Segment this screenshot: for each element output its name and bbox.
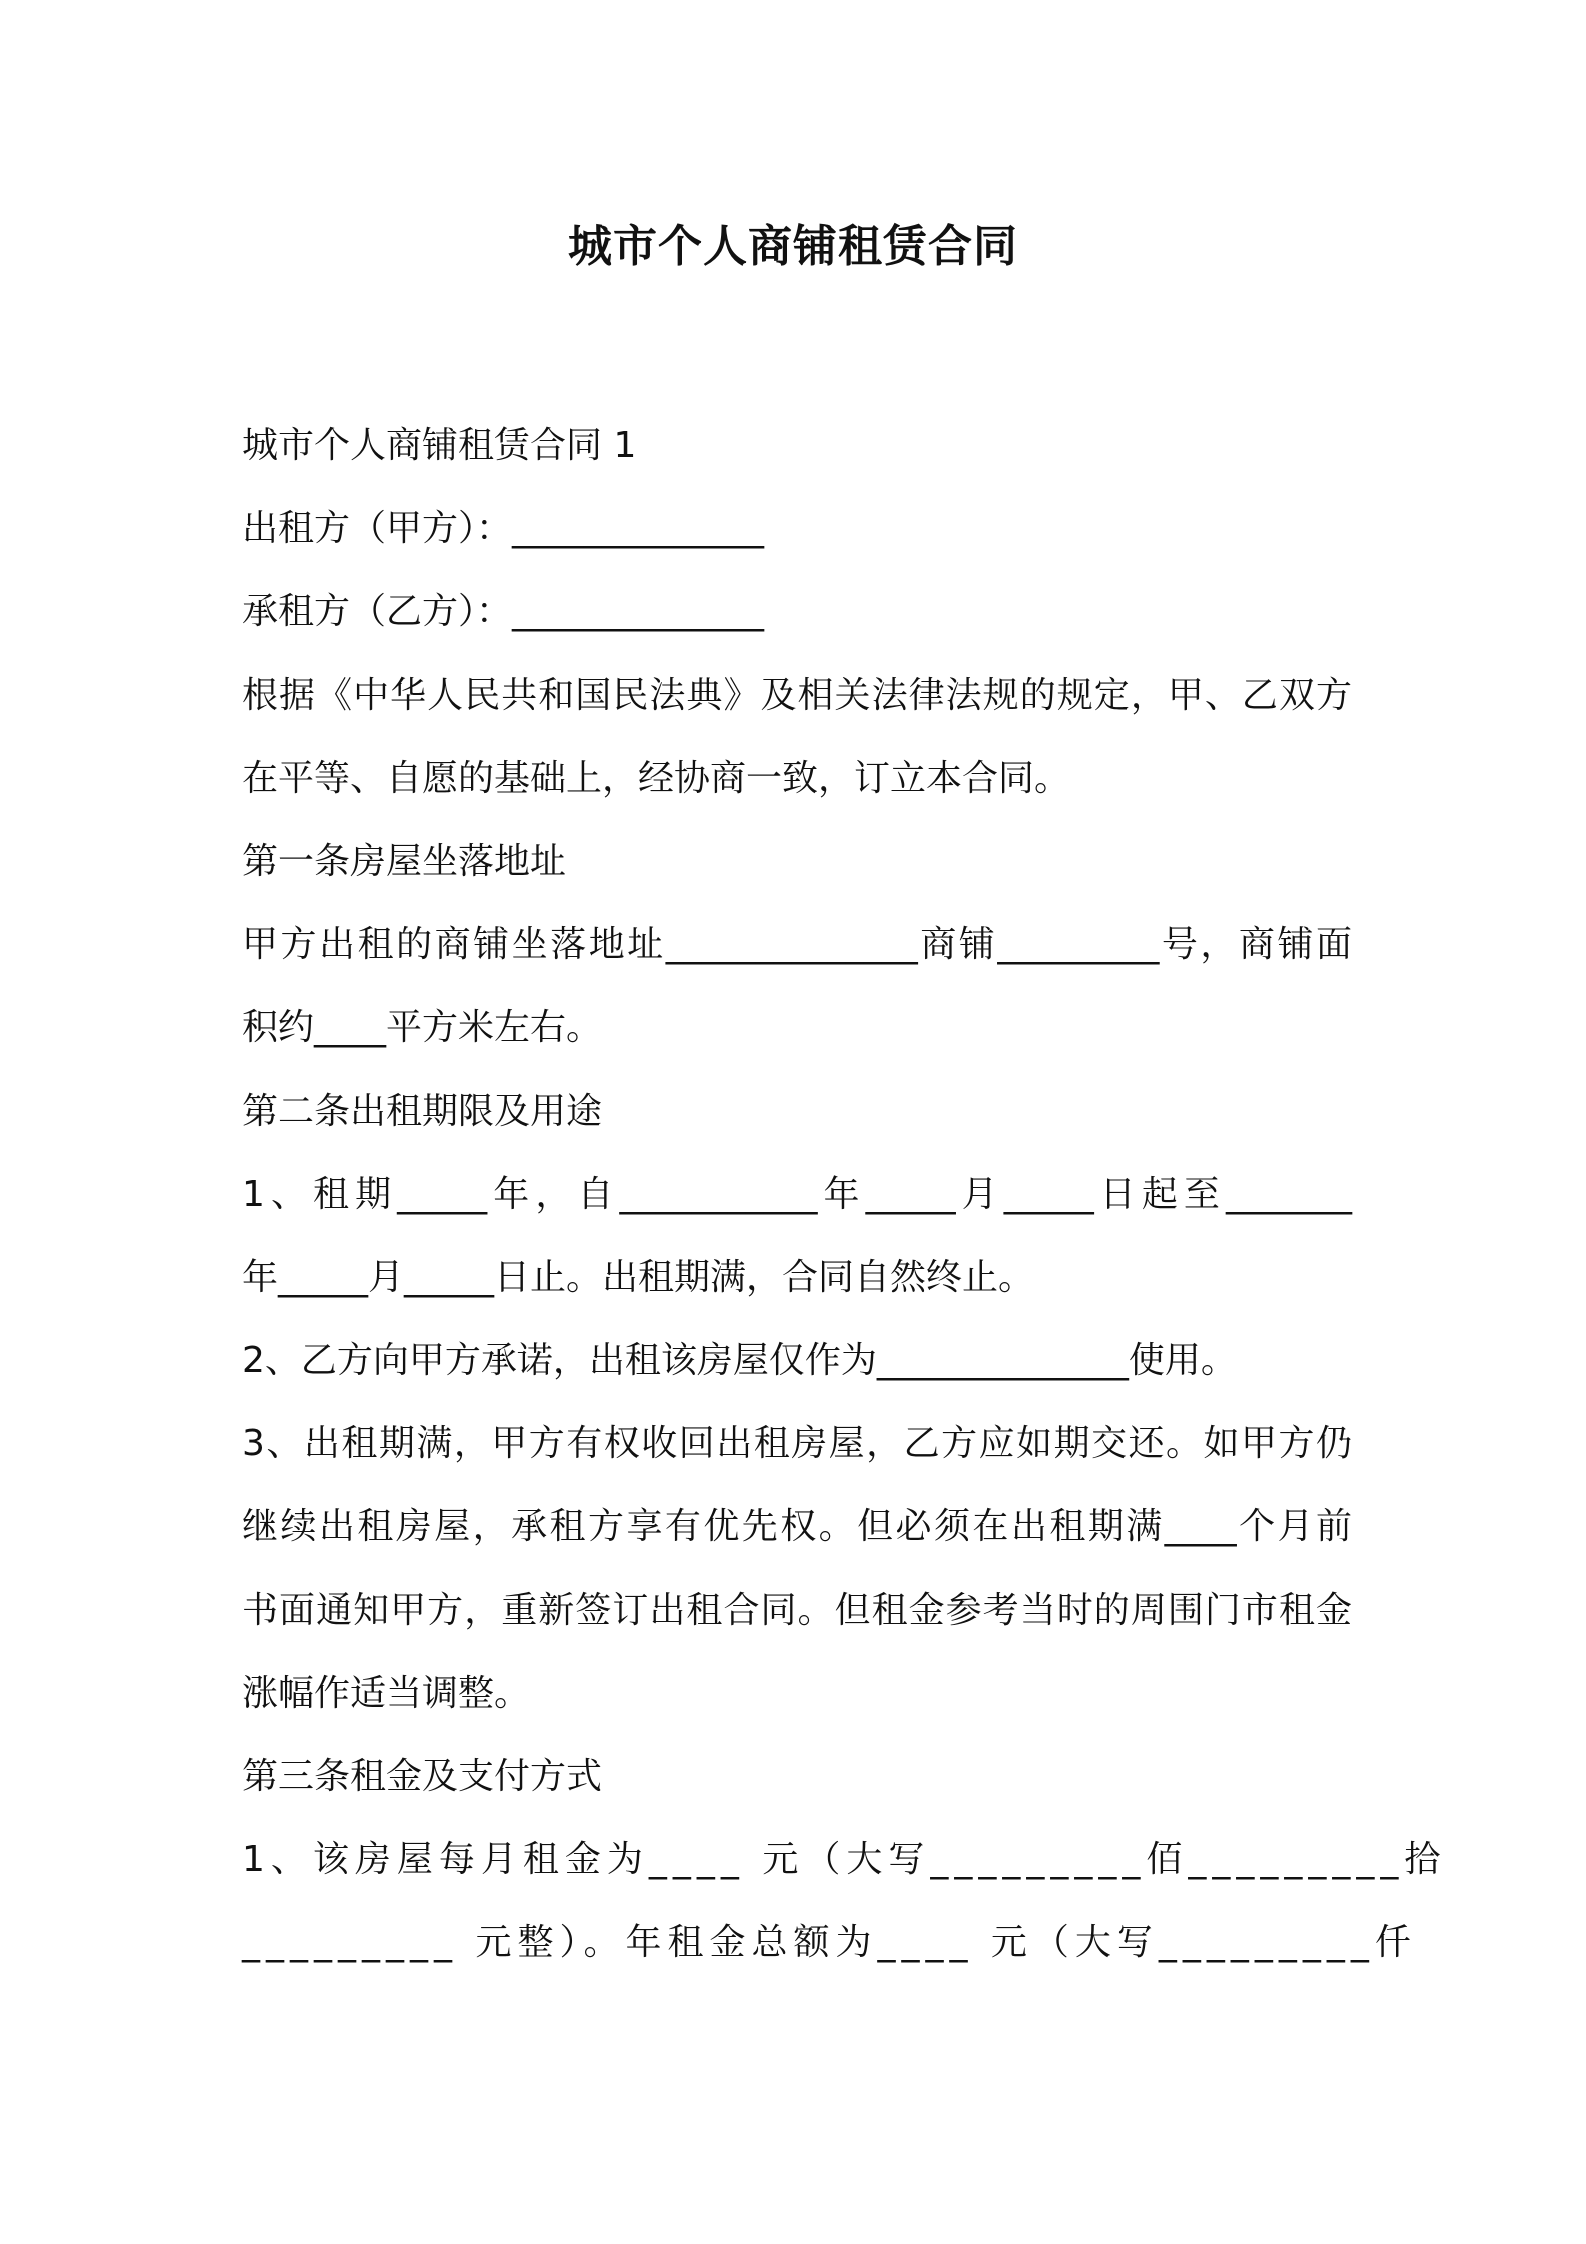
paragraph-line: 根据《中华人民共和国民法典》及相关法律法规的规定，甲、乙双方 [242,674,1352,716]
contract-subtitle: 城市个人商铺租赁合同 1 [242,425,637,466]
lessor-line: 出租方（甲方）：______________ [242,508,765,550]
paragraph-line: 积约____平方米左右。 [242,1007,603,1049]
paragraph-line: 1、该房屋每月租金为____ 元（大写_________佰_________拾 [242,1839,1447,1881]
paragraph-line: 甲方出租的商铺坐落地址______________商铺_________号，商铺面 [242,924,1352,966]
document-title: 城市个人商铺租赁合同 [568,221,1018,272]
paragraph-line: 继续出租房屋，承租方享有优先权。但必须在出租期满____个月前 [242,1506,1352,1548]
paragraph-line: 在平等、自愿的基础上，经协商一致，订立本合同。 [242,757,1071,799]
article-heading: 第三条租金及支付方式 [242,1756,603,1797]
paragraph-line: 3、出租期满，甲方有权收回出租房屋，乙方应如期交还。如甲方仍 [242,1423,1352,1465]
paragraph-line: 涨幅作适当调整。 [242,1672,531,1714]
article-heading: 第一条房屋坐落地址 [242,840,567,882]
document-body [242,404,1447,1985]
paragraph-line: 1、租期_____年，自___________年_____月_____日起至_______ [242,1173,1352,1215]
paragraph-line: 书面通知甲方，重新签订出租合同。但租金参考当时的周围门市租金 [242,1589,1352,1631]
paragraph-line: 2、乙方向甲方承诺，出租该房屋仅作为______________使用。 [242,1340,1237,1382]
lessee-line: 承租方（乙方）：______________ [242,591,765,633]
paragraph-line: _________ 元整）。年租金总额为____ 元（大写_________仟 [242,1922,1417,1964]
article-heading: 第二条出租期限及用途 [242,1090,603,1132]
paragraph-line: 年_____月_____日止。出租期满，合同自然终止。 [242,1256,1035,1298]
